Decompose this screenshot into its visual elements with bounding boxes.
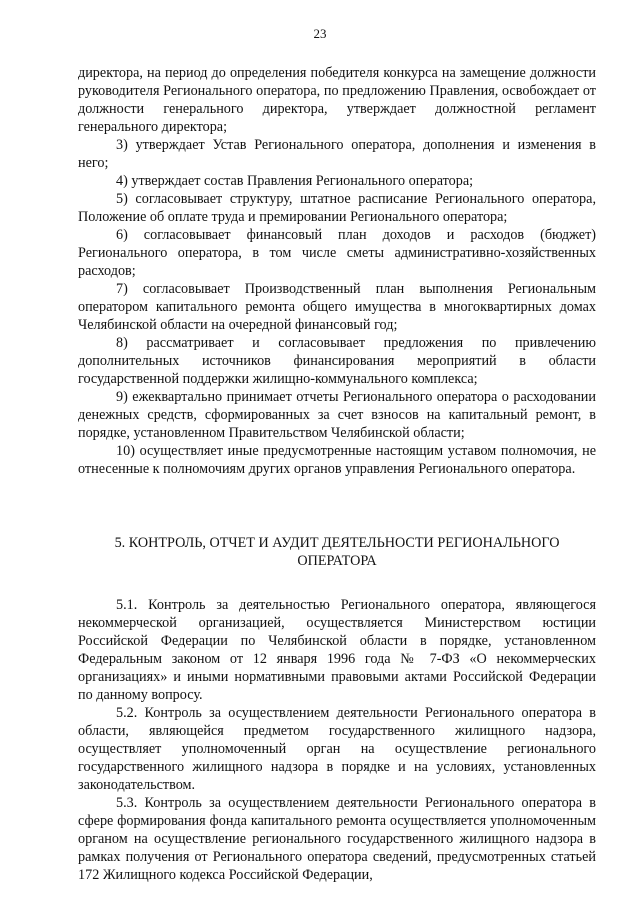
list-item: 3) утверждает Устав Регионального оператора, дополнения и изменения в него; bbox=[78, 137, 596, 171]
list-item: 6) согласовывает финансовый план доходов и расходов (бюджет) Регионального оператора, в том числе сметы административно-хозяйственных расходов; bbox=[78, 227, 596, 279]
section-paragraph: 5.2. Контроль за осуществлением деятельности Регионального оператора в области, являющейся предметом государственного жилищного надзора, осуществляет уполномоченный орган на осуществление регионального государственного жилищного надзора в порядке и на условиях, установленных законодательством. bbox=[78, 705, 596, 793]
list-item: 8) рассматривает и согласовывает предложения по привлечению дополнительных источников финансирования мероприятий в области государственной поддержки жилищно-коммунального комплекса; bbox=[78, 335, 596, 387]
page-number: 23 bbox=[313, 26, 327, 41]
section-paragraphs bbox=[78, 596, 596, 884]
list-item: 10) осуществляет иные предусмотренные настоящим уставом полномочия, не отнесенные к полномочиям других органов управления Регионального оператора. bbox=[78, 443, 596, 477]
intro-continuation: директора, на период до определения победителя конкурса на замещение должности руководителя Регионального оператора, по предложению Правления, освобождает от должности генерального директора, утверждает должностной регламент генерального директора; bbox=[78, 65, 596, 135]
powers-list bbox=[78, 64, 596, 478]
list-item: 5) согласовывает структуру, штатное расписание Регионального оператора, Положение об оплате труда и премировании Регионального оператора; bbox=[78, 191, 596, 225]
section-5 bbox=[78, 534, 596, 884]
section-paragraph: 5.1. Контроль за деятельностью Регионального оператора, являющегося некоммерческой организацией, осуществляется Министерством юстиции Российской Федерации по Челябинской области в порядке, установленном Федеральным законом от 12 января 1996 года № 7-ФЗ «О некоммерческих организациях» и иными нормативными правовыми актами Российской Федерации по данному вопросу. bbox=[78, 597, 596, 703]
list-item: 4) утверждает состав Правления Регионального оператора; bbox=[116, 173, 474, 189]
section-paragraph: 5.3. Контроль за осуществлением деятельности Регионального оператора в сфере формирования фонда капитального ремонта осуществляется уполномоченным органом на осуществление регионального государственного жилищного надзора в рамках получения от Регионального оператора сведений, предусмотренных статьей 172 Жилищного кодекса Российской Федерации, bbox=[78, 795, 596, 883]
list-item: 9) ежеквартально принимает отчеты Регионального оператора о расходовании денежных средств, сформированных за счет взносов на капитальный ремонт, в порядке, установленном Правительством Челябинской области; bbox=[78, 389, 596, 441]
section-heading-line2: ОПЕРАТОРА bbox=[297, 553, 377, 569]
section-heading bbox=[78, 534, 596, 570]
section-heading-line1: 5. КОНТРОЛЬ, ОТЧЕТ И АУДИТ ДЕЯТЕЛЬНОСТИ РЕГИОНАЛЬНОГО bbox=[114, 535, 560, 551]
list-item: 7) согласовывает Производственный план выполнения Региональным оператором капитального ремонта общего имущества в многоквартирных домах Челябинской области на очередной финансовый год; bbox=[78, 281, 596, 333]
